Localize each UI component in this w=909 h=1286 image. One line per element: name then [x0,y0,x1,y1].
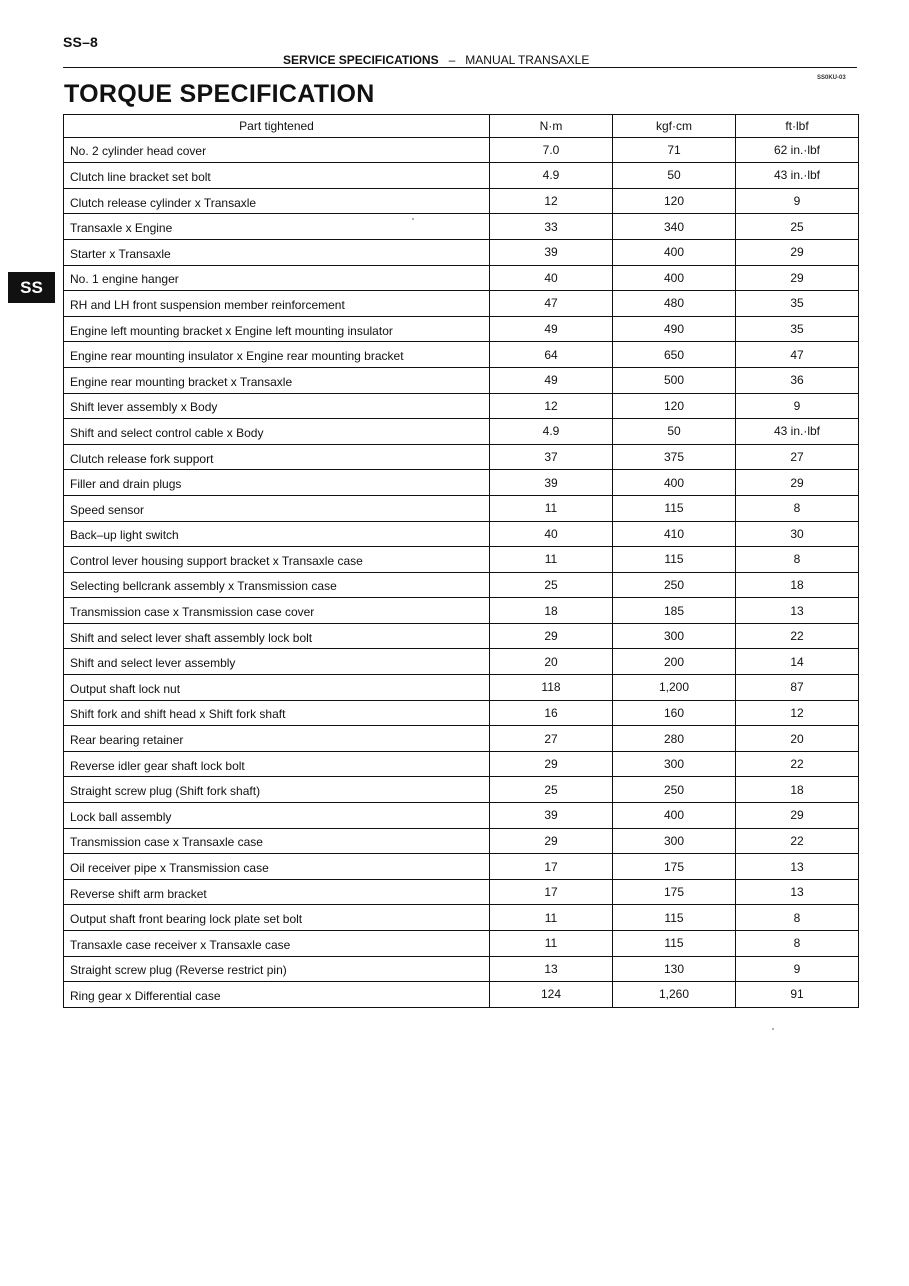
table-row [64,547,859,573]
part-cell: Engine rear mounting bracket x Transaxle [64,367,490,393]
nm-cell: 4.9 [490,419,613,445]
table-row [64,419,859,445]
kgfcm-cell: 71 [613,137,736,163]
kgfcm-cell: 160 [613,700,736,726]
ftlbf-cell: 29 [736,470,859,496]
nm-cell: 11 [490,495,613,521]
part-cell: Reverse idler gear shaft lock bolt [64,751,490,777]
column-header-part: Part tightened [64,115,490,138]
part-cell: Clutch release cylinder x Transaxle [64,188,490,214]
part-cell: Clutch release fork support [64,444,490,470]
kgfcm-cell: 375 [613,444,736,470]
nm-cell: 29 [490,751,613,777]
part-cell: Output shaft lock nut [64,675,490,701]
part-cell: Output shaft front bearing lock plate set bolt [64,905,490,931]
part-cell: Back–up light switch [64,521,490,547]
part-cell: Transaxle case receiver x Transaxle case [64,931,490,957]
ftlbf-cell: 87 [736,675,859,701]
ftlbf-cell: 14 [736,649,859,675]
scan-speck [772,1028,774,1030]
kgfcm-cell: 175 [613,854,736,880]
part-cell: Shift and select lever assembly [64,649,490,675]
ftlbf-cell: 62 in.·lbf [736,137,859,163]
nm-cell: 29 [490,828,613,854]
ftlbf-cell: 9 [736,188,859,214]
nm-cell: 17 [490,879,613,905]
ftlbf-cell: 29 [736,239,859,265]
table-row [64,214,859,240]
kgfcm-cell: 480 [613,291,736,317]
table-row [64,623,859,649]
subsection-title: MANUAL TRANSAXLE [465,53,590,67]
part-cell: Straight screw plug (Shift fork shaft) [64,777,490,803]
table-header-row [64,115,859,138]
column-header-ftlbf: ft·lbf [736,115,859,138]
kgfcm-cell: 250 [613,572,736,598]
nm-cell: 4.9 [490,163,613,189]
ftlbf-cell: 25 [736,214,859,240]
ftlbf-cell: 8 [736,905,859,931]
table-row [64,854,859,880]
ftlbf-cell: 13 [736,879,859,905]
nm-cell: 16 [490,700,613,726]
kgfcm-cell: 120 [613,188,736,214]
part-cell: Oil receiver pipe x Transmission case [64,854,490,880]
nm-cell: 11 [490,931,613,957]
nm-cell: 29 [490,623,613,649]
nm-cell: 25 [490,572,613,598]
part-cell: No. 2 cylinder head cover [64,137,490,163]
ftlbf-cell: 22 [736,751,859,777]
kgfcm-cell: 340 [613,214,736,240]
kgfcm-cell: 400 [613,803,736,829]
ftlbf-cell: 47 [736,342,859,368]
table-row [64,521,859,547]
nm-cell: 64 [490,342,613,368]
nm-cell: 18 [490,598,613,624]
part-cell: Shift fork and shift head x Shift fork shaft [64,700,490,726]
table-row [64,931,859,957]
table-row [64,598,859,624]
part-cell: Shift and select control cable x Body [64,419,490,445]
nm-cell: 17 [490,854,613,880]
part-cell: Shift and select lever shaft assembly lock bolt [64,623,490,649]
table-row [64,803,859,829]
part-cell: Lock ball assembly [64,803,490,829]
table-row [64,163,859,189]
nm-cell: 12 [490,393,613,419]
ftlbf-cell: 43 in.·lbf [736,163,859,189]
table-row [64,137,859,163]
kgfcm-cell: 250 [613,777,736,803]
kgfcm-cell: 50 [613,419,736,445]
nm-cell: 47 [490,291,613,317]
kgfcm-cell: 490 [613,316,736,342]
kgfcm-cell: 500 [613,367,736,393]
nm-cell: 124 [490,982,613,1008]
part-cell: Ring gear x Differential case [64,982,490,1008]
kgfcm-cell: 1,260 [613,982,736,1008]
table-row [64,751,859,777]
ftlbf-cell: 9 [736,393,859,419]
part-cell: Filler and drain plugs [64,470,490,496]
kgfcm-cell: 200 [613,649,736,675]
nm-cell: 40 [490,521,613,547]
ftlbf-cell: 29 [736,265,859,291]
ftlbf-cell: 18 [736,777,859,803]
kgfcm-cell: 410 [613,521,736,547]
part-cell: Reverse shift arm bracket [64,879,490,905]
nm-cell: 40 [490,265,613,291]
scan-speck [412,218,414,220]
table-row [64,879,859,905]
ftlbf-cell: 20 [736,726,859,752]
part-cell: Transmission case x Transaxle case [64,828,490,854]
kgfcm-cell: 650 [613,342,736,368]
ftlbf-cell: 22 [736,623,859,649]
nm-cell: 49 [490,367,613,393]
table-row [64,342,859,368]
kgfcm-cell: 50 [613,163,736,189]
part-cell: Transmission case x Transmission case cover [64,598,490,624]
ftlbf-cell: 91 [736,982,859,1008]
kgfcm-cell: 280 [613,726,736,752]
ftlbf-cell: 9 [736,956,859,982]
ftlbf-cell: 8 [736,495,859,521]
kgfcm-cell: 120 [613,393,736,419]
part-cell: Starter x Transaxle [64,239,490,265]
kgfcm-cell: 300 [613,751,736,777]
nm-cell: 12 [490,188,613,214]
kgfcm-cell: 300 [613,828,736,854]
ftlbf-cell: 43 in.·lbf [736,419,859,445]
ftlbf-cell: 36 [736,367,859,393]
nm-cell: 13 [490,956,613,982]
table-row [64,905,859,931]
ftlbf-cell: 8 [736,931,859,957]
table-row [64,649,859,675]
part-cell: RH and LH front suspension member reinforcement [64,291,490,317]
torque-table [63,114,859,1008]
kgfcm-cell: 115 [613,905,736,931]
ftlbf-cell: 22 [736,828,859,854]
page-title: TORQUE SPECIFICATION [64,80,375,108]
table-row [64,572,859,598]
table-row [64,239,859,265]
nm-cell: 39 [490,239,613,265]
ftlbf-cell: 35 [736,291,859,317]
nm-cell: 11 [490,905,613,931]
nm-cell: 39 [490,803,613,829]
nm-cell: 39 [490,470,613,496]
table-row [64,316,859,342]
running-header [283,53,589,67]
kgfcm-cell: 115 [613,547,736,573]
nm-cell: 11 [490,547,613,573]
part-cell: Speed sensor [64,495,490,521]
document-code: SS0KU-03 [817,75,846,81]
table-row [64,265,859,291]
column-header-nm: N·m [490,115,613,138]
kgfcm-cell: 115 [613,495,736,521]
table-row [64,956,859,982]
nm-cell: 7.0 [490,137,613,163]
part-cell: Shift lever assembly x Body [64,393,490,419]
nm-cell: 37 [490,444,613,470]
ftlbf-cell: 13 [736,854,859,880]
table-row [64,393,859,419]
kgfcm-cell: 175 [613,879,736,905]
table-row [64,777,859,803]
ftlbf-cell: 18 [736,572,859,598]
section-tab: SS [8,272,55,303]
kgfcm-cell: 130 [613,956,736,982]
table-row [64,726,859,752]
kgfcm-cell: 185 [613,598,736,624]
section-title: SERVICE SPECIFICATIONS [283,53,439,67]
header-rule [63,67,857,68]
part-cell: No. 1 engine hanger [64,265,490,291]
kgfcm-cell: 300 [613,623,736,649]
nm-cell: 27 [490,726,613,752]
ftlbf-cell: 30 [736,521,859,547]
ftlbf-cell: 13 [736,598,859,624]
part-cell: Clutch line bracket set bolt [64,163,490,189]
nm-cell: 33 [490,214,613,240]
table-row [64,188,859,214]
kgfcm-cell: 1,200 [613,675,736,701]
ftlbf-cell: 8 [736,547,859,573]
kgfcm-cell: 400 [613,239,736,265]
ftlbf-cell: 27 [736,444,859,470]
nm-cell: 118 [490,675,613,701]
ftlbf-cell: 29 [736,803,859,829]
nm-cell: 49 [490,316,613,342]
part-cell: Transaxle x Engine [64,214,490,240]
ftlbf-cell: 35 [736,316,859,342]
kgfcm-cell: 115 [613,931,736,957]
part-cell: Straight screw plug (Reverse restrict pin) [64,956,490,982]
table-row [64,495,859,521]
table-row [64,367,859,393]
column-header-kgfcm: kgf·cm [613,115,736,138]
table-row [64,444,859,470]
kgfcm-cell: 400 [613,470,736,496]
table-row [64,675,859,701]
page-number: SS–8 [63,34,99,50]
part-cell: Rear bearing retainer [64,726,490,752]
table-row [64,828,859,854]
ftlbf-cell: 12 [736,700,859,726]
kgfcm-cell: 400 [613,265,736,291]
table-row [64,700,859,726]
nm-cell: 25 [490,777,613,803]
part-cell: Engine rear mounting insulator x Engine rear mounting bracket [64,342,490,368]
part-cell: Selecting bellcrank assembly x Transmission case [64,572,490,598]
nm-cell: 20 [490,649,613,675]
table-row [64,291,859,317]
part-cell: Control lever housing support bracket x Transaxle case [64,547,490,573]
table-row [64,982,859,1008]
header-separator: – [448,53,456,67]
table-row [64,470,859,496]
part-cell: Engine left mounting bracket x Engine left mounting insulator [64,316,490,342]
